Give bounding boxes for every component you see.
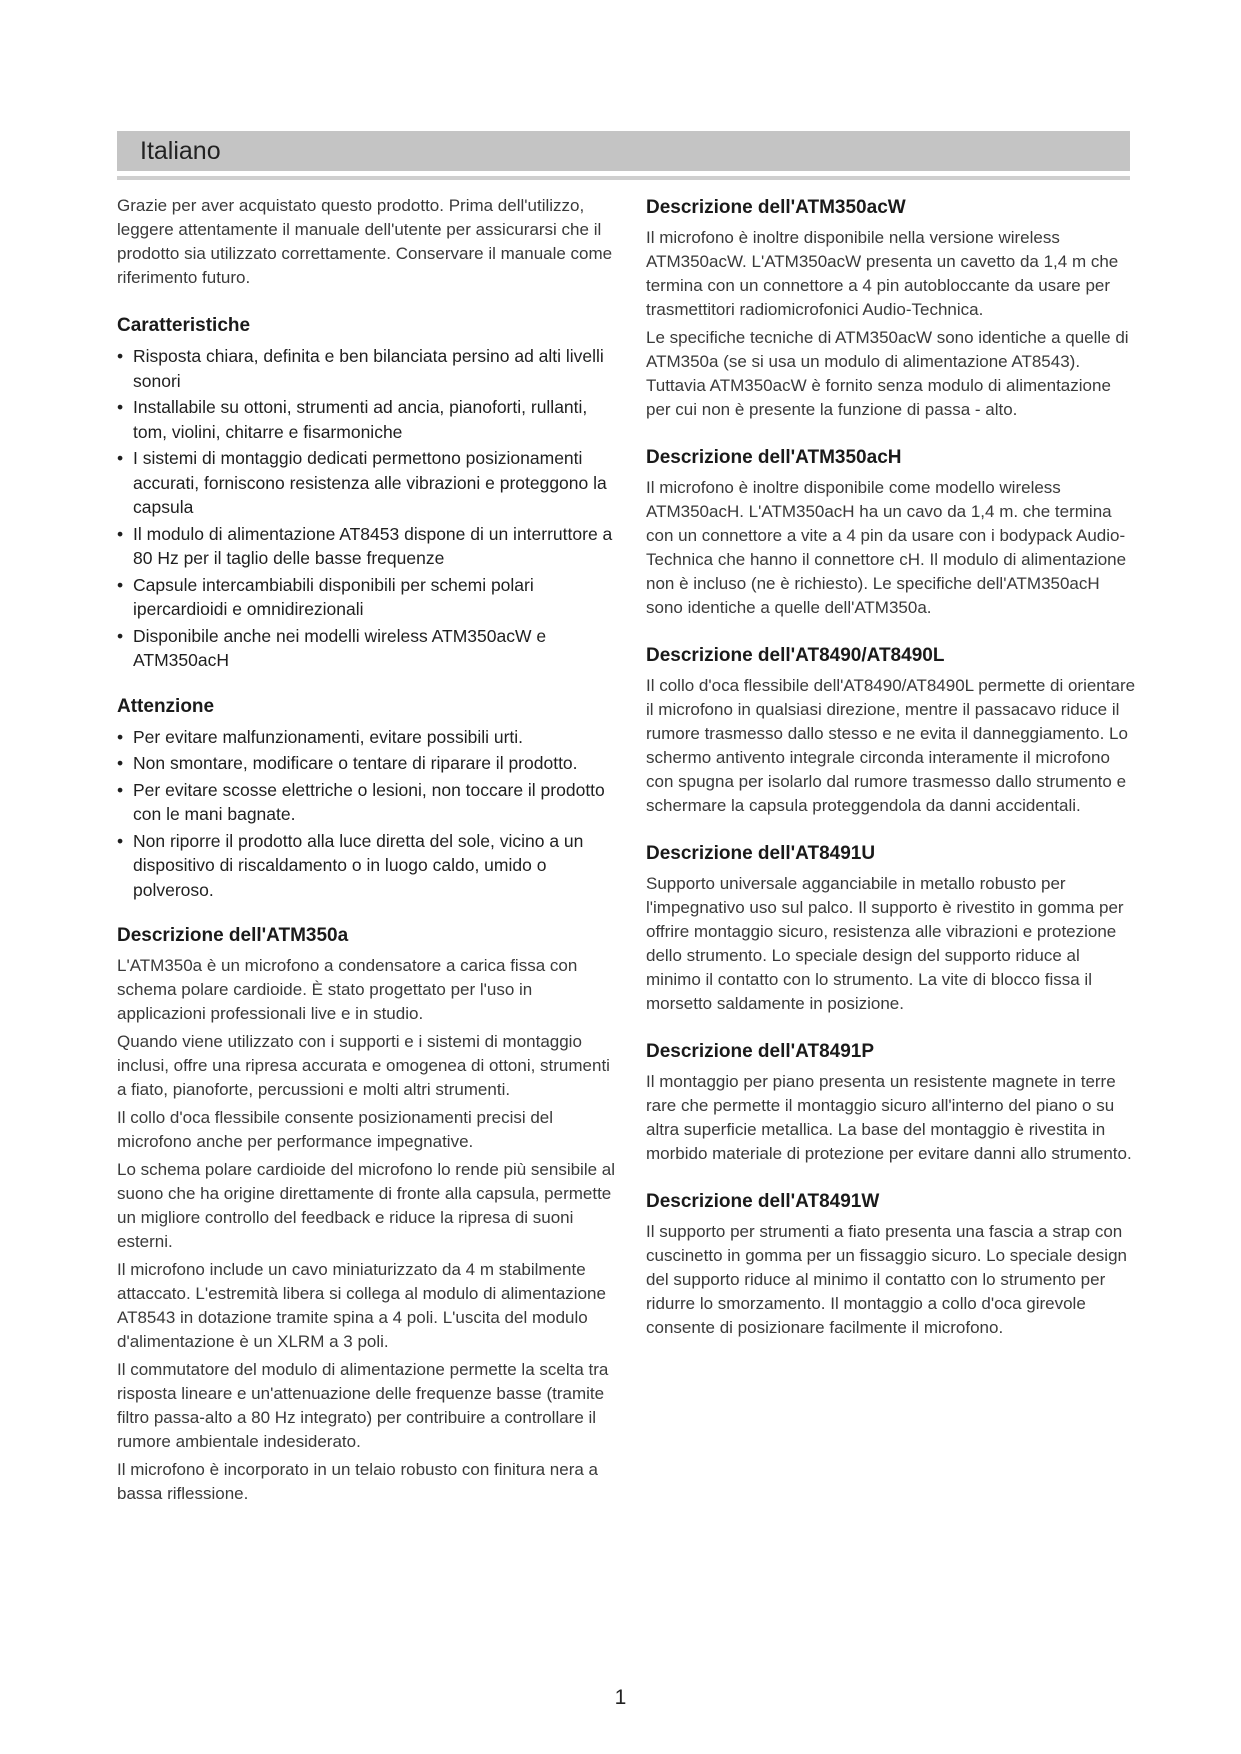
caution-heading: Attenzione — [117, 695, 215, 717]
atm350a-paragraph: Il collo d'oca flessibile consente posizionamenti precisi del microfono anche per performance impegnative. — [117, 1108, 554, 1151]
list-item: • I sistemi di montaggio dedicati permettono posizionamenti accurati, forniscono resistenza alle vibrazioni e proteggono la capsula — [117, 446, 615, 520]
list-item: • Non smontare, modificare o tentare di riparare il prodotto. — [117, 751, 615, 776]
at8490-paragraph: Il collo d'oca flessibile dell'AT8490/AT8490L permette di orientare il microfono in qualsiasi direzione, mentre il passacavo riduce il rumore trasmesso dallo stesso e ne evita il danneggiamento. Lo schermo antivento integrale circonda interamente il microfono con spugna per isolarlo dal rumore trasmesso dallo strumento e schermare la capsula proteggendola da danni accidentali. — [646, 676, 1136, 815]
language-title: Italiano — [140, 137, 221, 165]
left-column — [117, 194, 615, 1510]
list-item: • Per evitare scosse elettriche o lesioni, non toccare il prodotto con le mani bagnate. — [117, 778, 615, 827]
at8491w-heading: Descrizione dell'AT8491W — [646, 1191, 880, 1212]
list-item: • Capsule intercambiabili disponibili per schemi polari ipercardioidi e omnidirezionali — [117, 573, 615, 622]
list-item: • Risposta chiara, definita e ben bilanciata persino ad alti livelli sonori — [117, 344, 615, 393]
atm350a-paragraph: Il commutatore del modulo di alimentazione permette la scelta tra risposta lineare e un'attenuazione delle frequenze basse (tramite filtro passa-alto a 80 Hz integrato) per contribuire a controllare il rumore ambientale indesiderato. — [117, 1360, 609, 1451]
caution-list — [117, 725, 615, 903]
at8491w-paragraph: Il supporto per strumenti a fiato presenta una fascia a strap con cuscinetto in gomma per un fissaggio sicuro. Lo speciale design del supporto riduce al minimo il contatto con lo strumento per ridurre lo smorzamento. Il montaggio a collo d'oca girevole consente di posizionare facilmente il microfono. — [646, 1222, 1127, 1337]
page-number: 1 — [614, 1686, 627, 1709]
intro-paragraph: Grazie per aver acquistato questo prodotto. Prima dell'utilizzo, leggere attentamente il manuale dell'utente per assicurarsi che il prodotto sia utilizzato correttamente. Conservare il manuale come riferimento futuro. — [117, 196, 613, 287]
atm350ach-heading: Descrizione dell'ATM350acH — [646, 447, 902, 468]
atm350a-paragraph: L'ATM350a è un microfono a condensatore a carica fissa con schema polare cardioide. È stato progettato per l'uso in applicazioni professionali live e in studio. — [117, 956, 578, 1023]
at8491u-heading: Descrizione dell'AT8491U — [646, 843, 876, 864]
atm350acw-paragraph: Le specifiche tecniche di ATM350acW sono identiche a quelle di ATM350a (se si usa un modulo di alimentazione AT8543). Tuttavia ATM350acW è fornito senza modulo di alimentazione per cui non è presente la funzione di passa - alto. — [646, 328, 1129, 419]
atm350a-paragraph: Il microfono include un cavo miniaturizzato da 4 m stabilmente attaccato. L'estremità libera si collega al modulo di alimentazione AT8543 in dotazione tramite spina a 4 poli. L'uscita del modulo d'alimentazione è un XLRM a 3 poli. — [117, 1260, 606, 1351]
right-column — [646, 194, 1136, 1344]
list-item: • Non riporre il prodotto alla luce diretta del sole, vicino a un dispositivo di riscaldamento o in luogo caldo, umido o polveroso. — [117, 829, 615, 903]
list-item: • Installabile su ottoni, strumenti ad ancia, pianoforti, rullanti, tom, violini, chitarre e fisarmoniche — [117, 395, 615, 444]
features-list — [117, 344, 615, 673]
atm350acw-heading: Descrizione dell'ATM350acW — [646, 197, 906, 218]
atm350acw-paragraph: Il microfono è inoltre disponibile nella versione wireless ATM350acW. L'ATM350acW presenta un cavetto da 1,4 m che termina con un connettore a 4 pin autobloccante da usare per trasmettitori radiomicrofonici Audio-Technica. — [646, 228, 1119, 319]
atm350ach-paragraph: Il microfono è inoltre disponibile come modello wireless ATM350acH. L'ATM350acH ha un cavo da 1,4 m. che termina con un connettore a vite a 4 pin da usare con i bodypack Audio-Technica che hanno il connettore cH. Il modulo di alimentazione non è incluso (ne è richiesto). Le specifiche dell'ATM350acH sono identiche a quelle dell'ATM350a. — [646, 478, 1127, 617]
at8491p-heading: Descrizione dell'AT8491P — [646, 1041, 875, 1062]
at8491u-paragraph: Supporto universale agganciabile in metallo robusto per l'impegnativo uso sul palco. Il supporto è rivestito in gomma per offrire montaggio sicuro, resistenza alle vibrazioni e protezione dello strumento. Lo speciale design del supporto riduce al minimo il contatto con lo strumento. La vite di blocco fissa il morsetto saldamente in posizione. — [646, 874, 1124, 1013]
features-heading: Caratteristiche — [117, 315, 251, 336]
atm350a-paragraph: Lo schema polare cardioide del microfono lo rende più sensibile al suono che ha origine direttamente di fronte alla capsula, permette un migliore controllo del feedback e riduce la ripresa di suoni esterni. — [117, 1160, 616, 1251]
language-header-bar — [117, 131, 1130, 171]
atm350a-paragraph: Quando viene utilizzato con i supporti e i sistemi di montaggio inclusi, offre una ripresa accurata e omogenea di ottoni, strumenti a fiato, pianoforte, percussioni e molti altri strumenti. — [117, 1032, 610, 1099]
atm350a-heading: Descrizione dell'ATM350a — [117, 925, 349, 946]
atm350a-paragraph: Il microfono è incorporato in un telaio robusto con finitura nera a bassa riflessione. — [117, 1460, 598, 1503]
at8490-heading: Descrizione dell'AT8490/AT8490L — [646, 645, 945, 666]
list-item: • Per evitare malfunzionamenti, evitare possibili urti. — [117, 725, 615, 750]
header-rule — [117, 176, 1130, 180]
list-item: • Disponibile anche nei modelli wireless ATM350acW e ATM350acH — [117, 624, 615, 673]
at8491p-paragraph: Il montaggio per piano presenta un resistente magnete in terre rare che permette il montaggio sicuro all'interno del piano o su altra superficie metallica. La base del montaggio è rivestita in morbido materiale di protezione per evitare danni allo strumento. — [646, 1072, 1132, 1163]
list-item: • Il modulo di alimentazione AT8453 dispone di un interruttore a 80 Hz per il taglio delle basse frequenze — [117, 522, 615, 571]
